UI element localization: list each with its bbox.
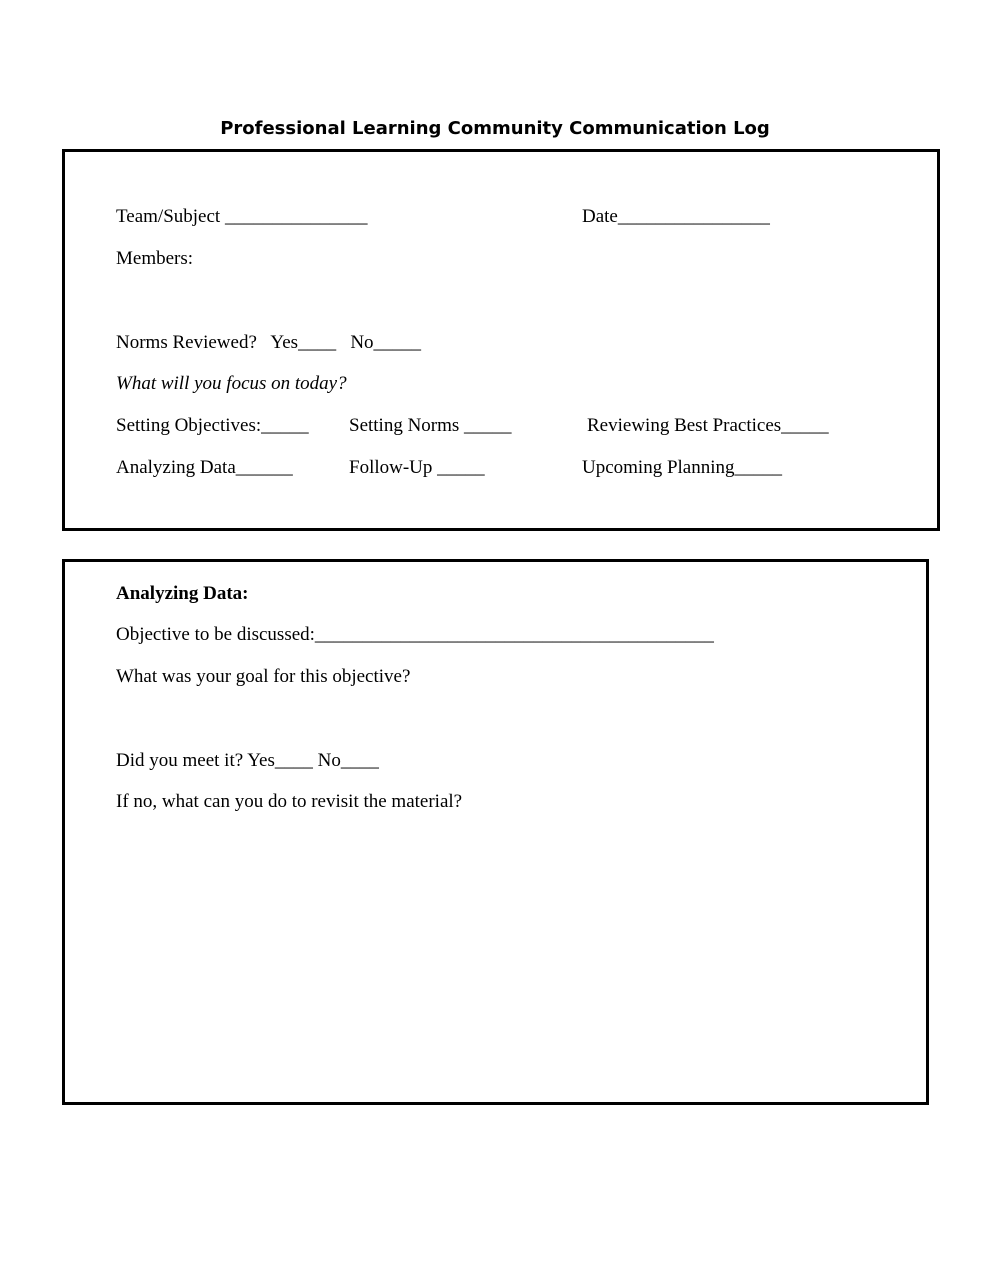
date-field[interactable]: Date________________ — [582, 206, 770, 227]
focus-question: What will you focus on today? — [116, 373, 347, 394]
setting-objectives-option[interactable]: Setting Objectives:_____ — [116, 415, 309, 436]
members-label: Members: — [116, 248, 194, 269]
setting-norms-option[interactable]: Setting Norms _____ — [349, 415, 512, 436]
did-you-meet-field[interactable]: Did you meet it? Yes____ No____ — [116, 750, 379, 771]
analyzing-data-option[interactable]: Analyzing Data______ — [116, 457, 293, 478]
goal-question: What was your goal for this objective? — [116, 666, 411, 687]
page-title: Professional Learning Community Communication Log — [220, 118, 770, 139]
analyzing-data-heading: Analyzing Data: — [116, 583, 249, 604]
team-subject-field[interactable]: Team/Subject _______________ — [116, 206, 368, 227]
follow-up-option[interactable]: Follow-Up _____ — [349, 457, 485, 478]
norms-reviewed-field[interactable]: Norms Reviewed? Yes____ No_____ — [116, 332, 422, 353]
revisit-question: If no, what can you do to revisit the material? — [116, 791, 463, 812]
reviewing-best-practices-option[interactable]: Reviewing Best Practices_____ — [587, 415, 829, 436]
objective-discussed-field[interactable]: Objective to be discussed:__________________________________________ — [116, 624, 714, 645]
upcoming-planning-option[interactable]: Upcoming Planning_____ — [582, 457, 783, 478]
